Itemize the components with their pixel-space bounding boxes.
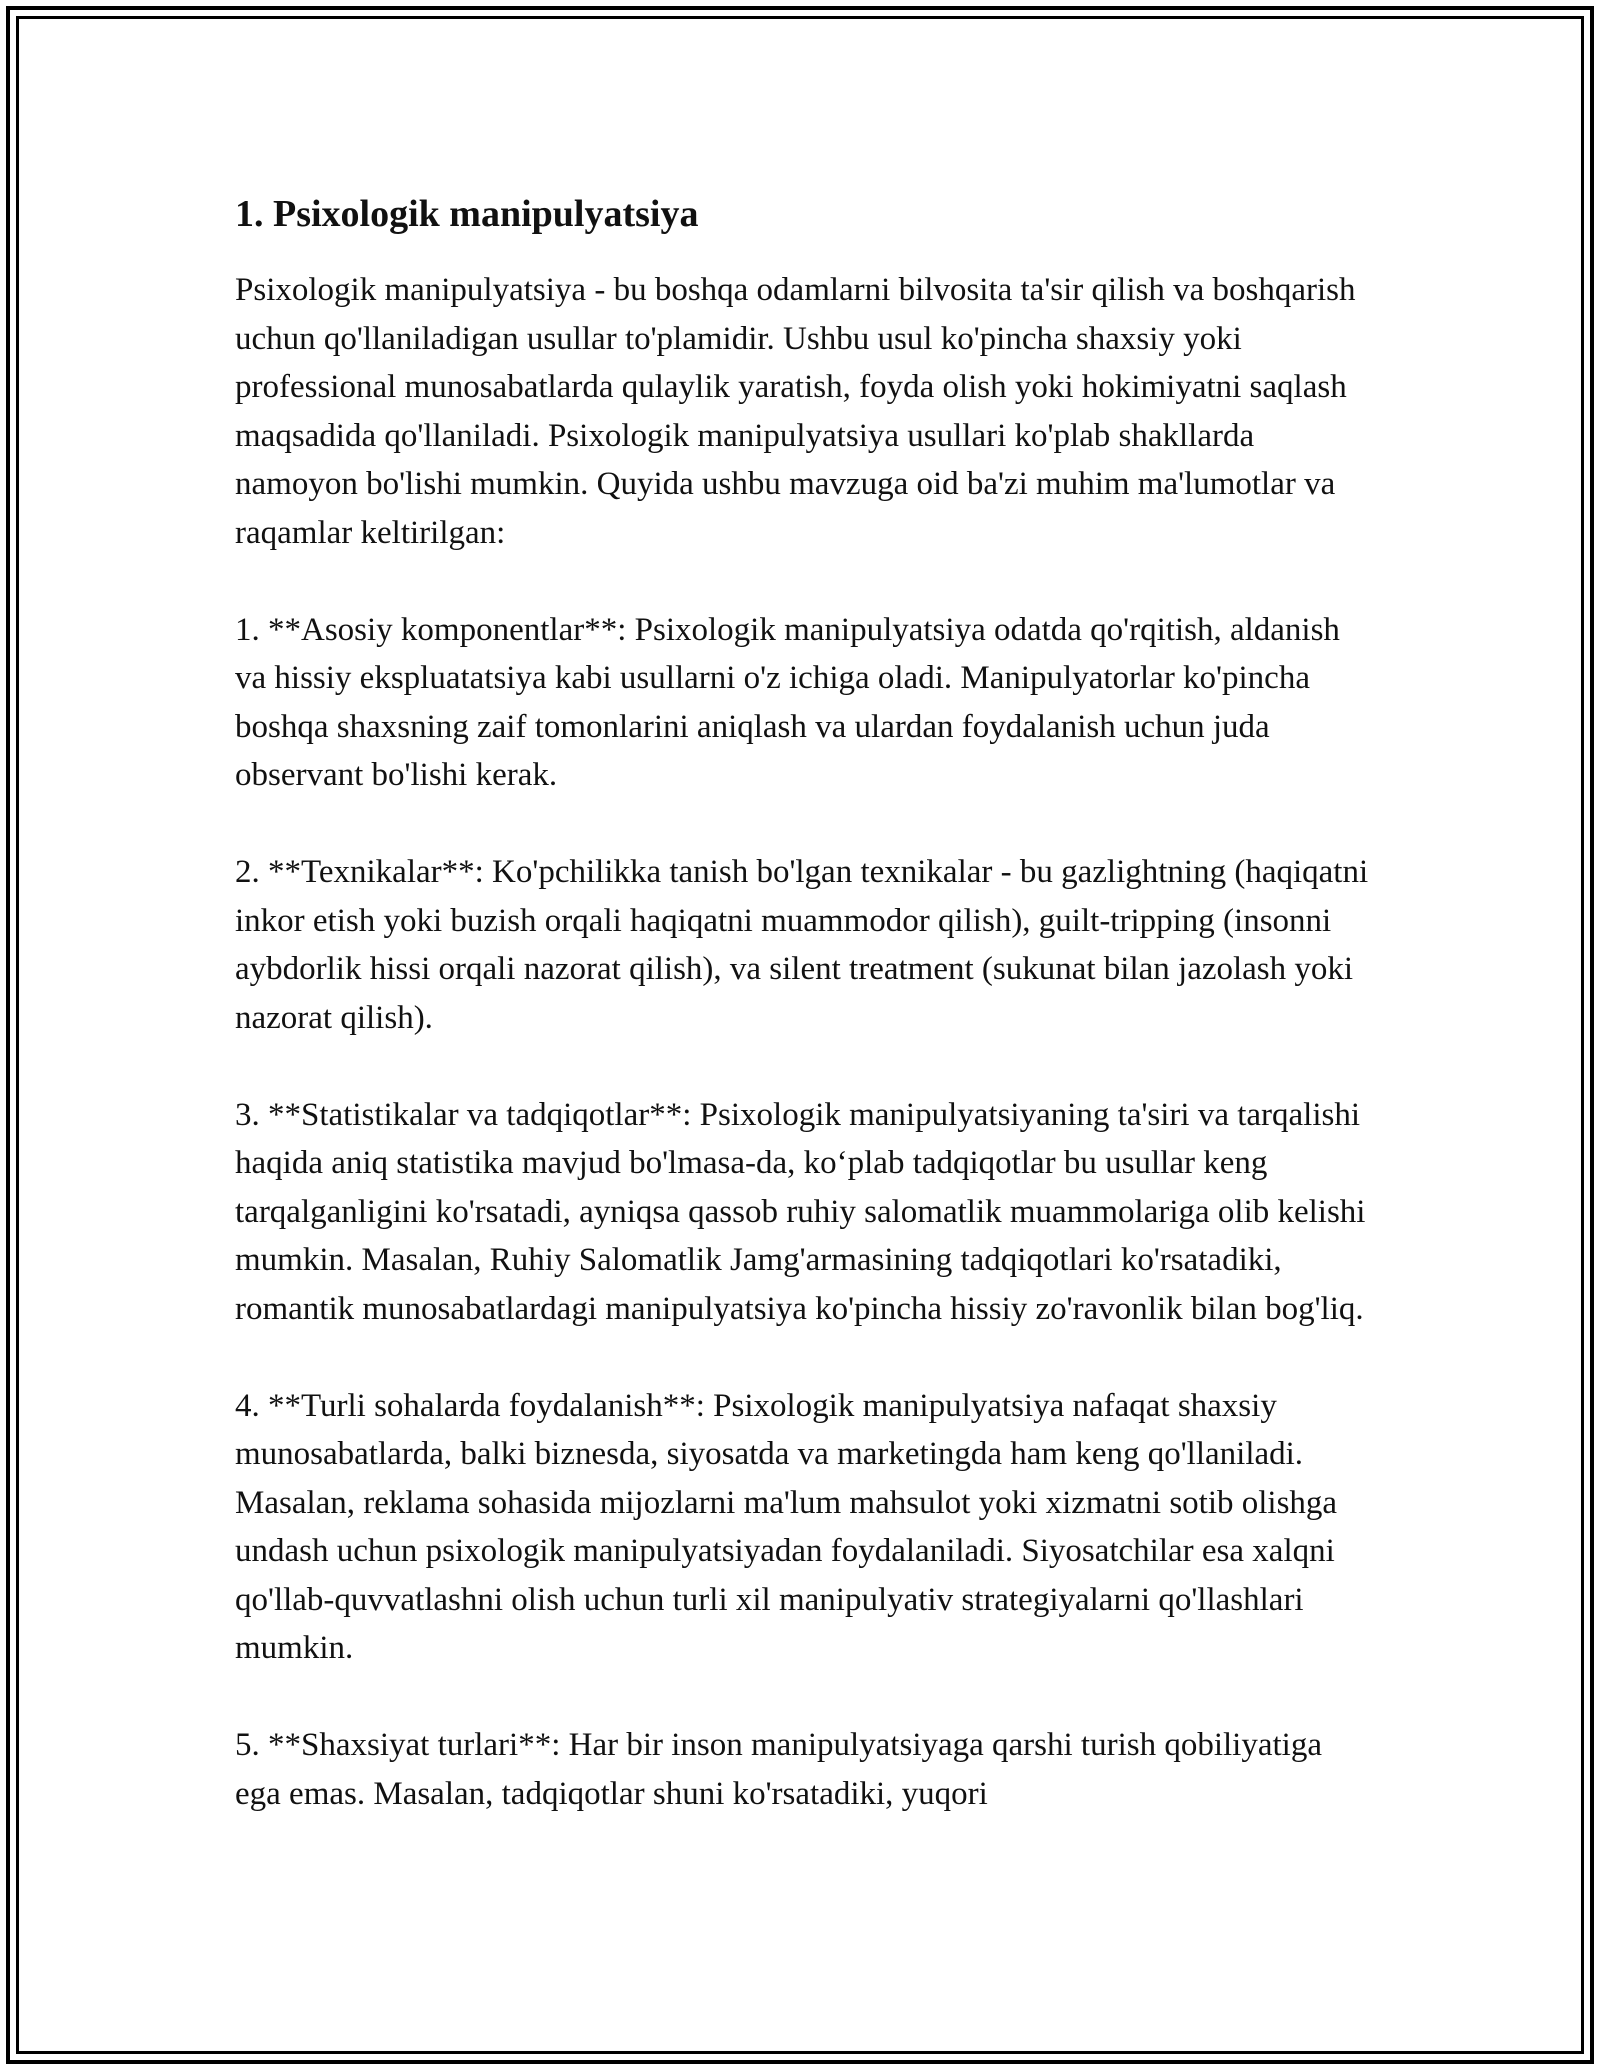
paragraph-texnikalar: 2. **Texnikalar**: Ko'pchilikka tanish bo'lgan texnikalar - bu gazlightning (haqiqatni inkor etish yoki buzish orqali haqiqatni muammodor qilish), guilt-tripping (insonni aybdorlik hissi orqali nazorat qilish), va silent treatment (sukunat bilan jazolash yoki nazorat qilish). [235, 854, 1369, 1036]
intro-paragraph: Psixologik manipulyatsiya - bu boshqa odamlarni bilvosita ta'sir qilish va boshqarish uchun qo'llaniladigan usullar to'plamidir. Ushbu usul ko'pincha shaxsiy yoki professional munosabatlarda qulaylik yaratish, foyda olish yoki hokimiyatni saqlash maqsadida qo'llaniladi. Psixologik manipulyatsiya usullari ko'plab shakllarda namoyon bo'lishi mumkin. Quyida ushbu mavzuga oid ba'zi muhim ma'lumotlar va raqamlar keltirilgan: [235, 272, 1356, 551]
paragraph-statistikalar: 3. **Statistikalar va tadqiqotlar**: Psixologik manipulyatsiyaning ta'siri va tarqalishi haqida aniq statistika mavjud bo'lmasa-da, koʻplab tadqiqotlar bu usullar keng tarqalganligini ko'rsatadi, ayniqsa qassob ruhiy salomatlik muammolariga olib kelishi mumkin. Masalan, Ruhiy Salomatlik Jamg'armasining tadqiqotlari ko'rsatadiki, romantik munosabatlardagi manipulyatsiya ko'pincha hissiy zo'ravonlik bilan bog'liq. [235, 1096, 1366, 1327]
paragraph-turli-sohalarda: 4. **Turli sohalarda foydalanish**: Psixologik manipulyatsiya nafaqat shaxsiy munosabatlarda, balki biznesda, siyosatda va marketingda ham keng qo'llaniladi. Masalan, reklama sohasida mijozlarni ma'lum mahsulot yoki xizmatni sotib olishga undash uchun psixologik manipulyatsiyadan foydalaniladi. Siyosatchilar esa xalqni qo'llab-quvvatlashni olish uchun turli xil manipulyativ strategiyalarni qo'llashlari mumkin. [235, 1387, 1338, 1666]
paragraph-asosiy-komponentlar: 1. **Asosiy komponentlar**: Psixologik manipulyatsiya odatda qo'rqitish, aldanish va hissiy ekspluatatsiya kabi usullarni o'z ichiga oladi. Manipulyatorlar ko'pincha boshqa shaxsning zaif tomonlarini aniqlash va ulardan foydalanish uchun juda observant bo'lishi kerak. [235, 611, 1340, 793]
paragraph-shaxsiyat-turlari: 5. **Shaxsiyat turlari**: Har bir inson manipulyatsiyaga qarshi turish qobiliyatiga ega emas. Masalan, tadqiqotlar shuni ko'rsatadiki, yuqori [235, 1727, 1322, 1812]
document-body [235, 190, 1375, 1818]
section-title: 1. Psixologik manipulyatsiya [235, 193, 699, 235]
